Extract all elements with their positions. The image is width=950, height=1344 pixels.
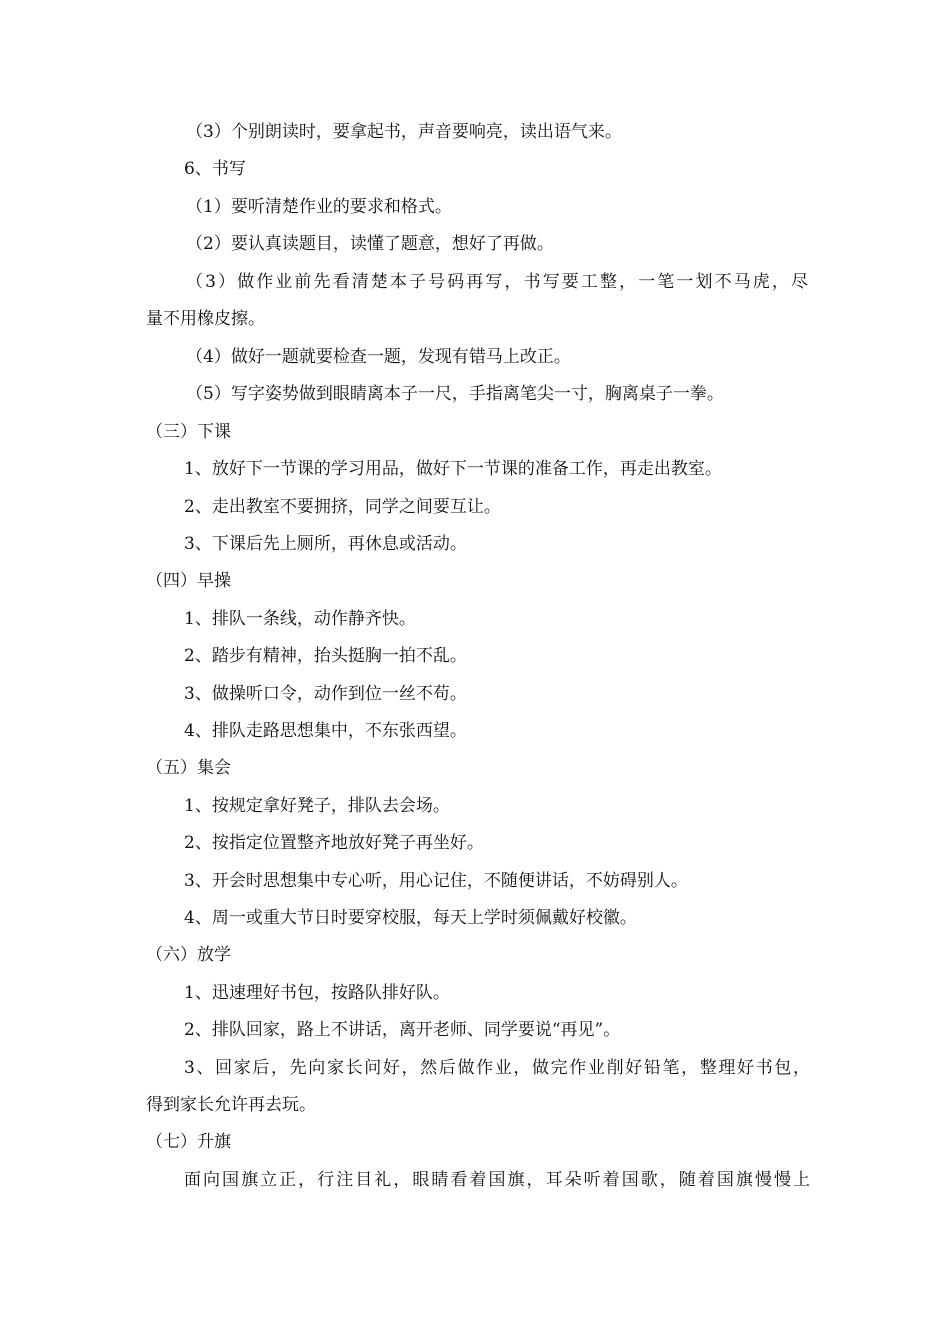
subsection-heading: 6、书写 [184, 159, 246, 179]
text-line: 3、开会时思想集中专心听，用心记住，不随便讲话，不妨碍别人。 [184, 871, 688, 891]
section-heading: （六）放学 [146, 945, 231, 965]
text-line: 量不用橡皮擦。 [146, 309, 265, 329]
text-line: （5）写字姿势做到眼睛离本子一尺，手指离笔尖一寸，胸离桌子一拳。 [186, 384, 724, 404]
text-line: 1、放好下一节课的学习用品，做好下一节课的准备工作，再走出教室。 [184, 459, 722, 479]
section-heading: （三）下课 [146, 422, 231, 442]
text-line: 1、按规定拿好凳子，排队去会场。 [184, 796, 450, 816]
text-line: 2、踏步有精神，抬头挺胸一拍不乱。 [184, 646, 467, 666]
text-line: 面向国旗立正，行注目礼，眼睛看着国旗，耳朵听着国歌，随着国旗慢慢上 [184, 1170, 810, 1190]
text-line: （1）要听清楚作业的要求和格式。 [186, 197, 452, 217]
text-line: 2、走出教室不要拥挤，同学之间要互让。 [184, 497, 501, 517]
text-line: （2）要认真读题目，读懂了题意，想好了再做。 [186, 234, 554, 254]
section-heading: （七）升旗 [146, 1132, 231, 1152]
section-heading: （五）集会 [146, 758, 231, 778]
text-line: 3、回家后，先向家长问好，然后做作业，做完作业削好铅笔，整理好书包， [184, 1058, 810, 1078]
text-line: 2、按指定位置整齐地放好凳子再坐好。 [184, 833, 484, 853]
section-heading: （四）早操 [146, 571, 231, 591]
text-line: 3、做操听口令，动作到位一丝不苟。 [184, 684, 467, 704]
text-line: 1、排队一条线，动作静齐快。 [184, 609, 416, 629]
text-line: （3）做作业前先看清楚本子号码再写，书写要工整，一笔一划不马虎，尽 [186, 272, 808, 292]
text-line: 2、排队回家，路上不讲话，离开老师、同学要说“再见”。 [184, 1020, 621, 1040]
text-line: （4）做好一题就要检查一题，发现有错马上改正。 [186, 347, 571, 367]
text-line: 3、下课后先上厕所，再休息或活动。 [184, 534, 467, 554]
text-line: 4、周一或重大节日时要穿校服，每天上学时须佩戴好校徽。 [184, 908, 637, 928]
text-line: 1、迅速理好书包，按路队排好队。 [184, 983, 450, 1003]
text-line: 得到家长允许再去玩。 [146, 1095, 316, 1115]
text-line: 4、排队走路思想集中，不东张西望。 [184, 721, 467, 741]
text-line: （3）个别朗读时，要拿起书，声音要响亮，读出语气来。 [186, 122, 622, 142]
